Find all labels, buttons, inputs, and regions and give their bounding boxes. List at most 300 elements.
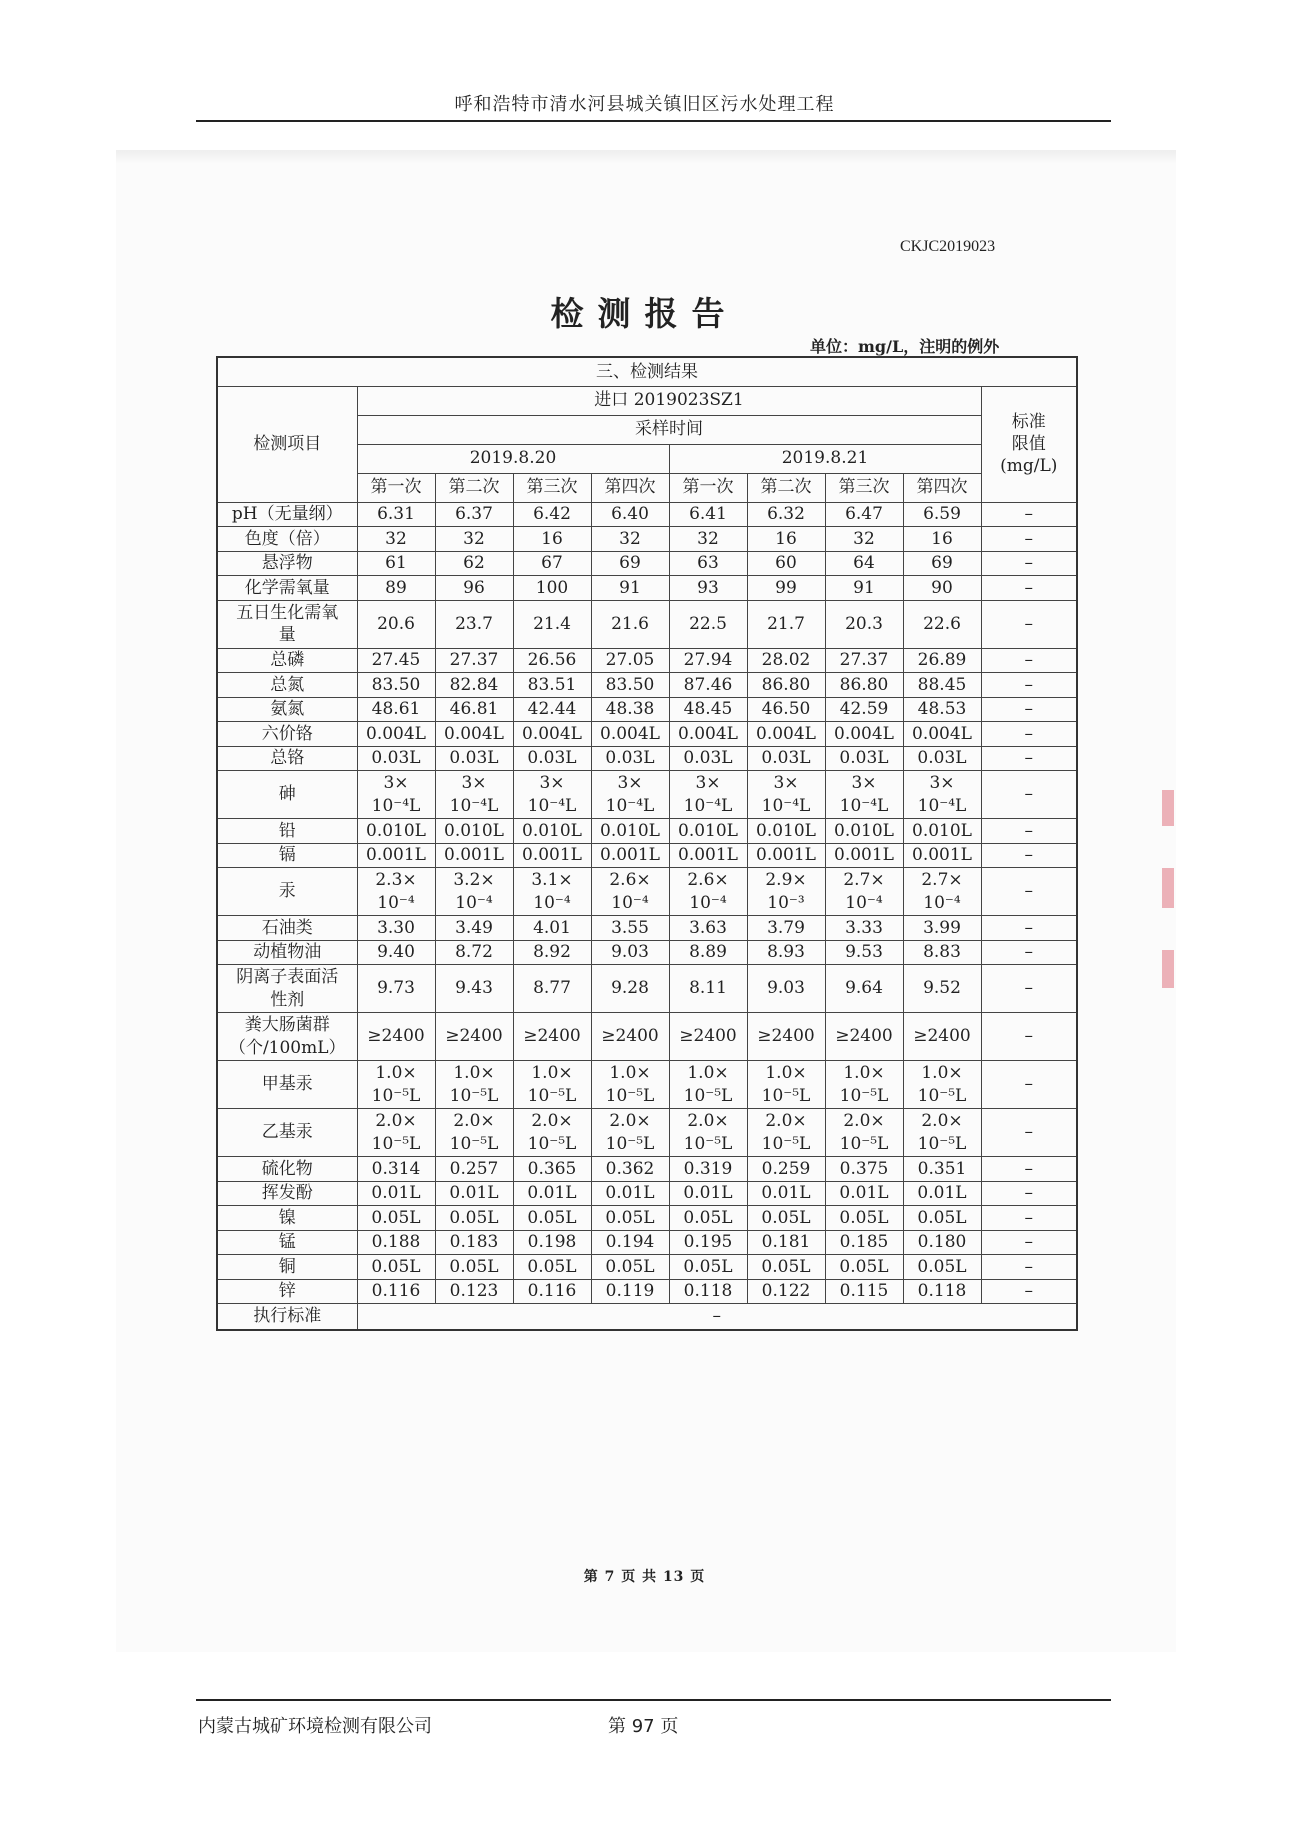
result-cell: ≥2400 (513, 1013, 591, 1061)
result-cell: 6.37 (435, 502, 513, 527)
result-cell: 2.7× 10⁻⁴ (825, 868, 903, 916)
result-cell: 9.28 (591, 965, 669, 1013)
result-cell: 48.61 (357, 697, 435, 722)
result-cell: 26.89 (903, 648, 981, 673)
result-cell: 0.05L (357, 1206, 435, 1231)
result-cell: 3× 10⁻⁴L (435, 771, 513, 819)
test-item: 悬浮物 (217, 551, 357, 576)
result-cell: 27.05 (591, 648, 669, 673)
test-item: 六价铬 (217, 722, 357, 747)
sample-point-row (217, 386, 1077, 415)
result-cell: ≥2400 (903, 1013, 981, 1061)
limit-cell: – (981, 1230, 1077, 1255)
test-item: 汞 (217, 868, 357, 916)
result-cell: 3.99 (903, 916, 981, 941)
test-item: 镉 (217, 843, 357, 868)
result-cell: 100 (513, 576, 591, 601)
result-cell: 48.38 (591, 697, 669, 722)
result-cell: 32 (435, 527, 513, 552)
table-row (217, 819, 1077, 844)
table-row (217, 673, 1077, 698)
unit-note: 单位：mg/L，注明的例外 (810, 337, 1000, 356)
limit-cell: – (981, 1061, 1077, 1109)
result-cell: 6.47 (825, 502, 903, 527)
result-cell: 0.05L (591, 1206, 669, 1231)
limit-cell: – (981, 576, 1077, 601)
result-cell: 0.123 (435, 1279, 513, 1304)
result-cell: 16 (513, 527, 591, 552)
result-cell: 28.02 (747, 648, 825, 673)
result-cell: 69 (903, 551, 981, 576)
result-cell: 8.93 (747, 940, 825, 965)
result-cell: 9.03 (591, 940, 669, 965)
result-cell: 0.118 (669, 1279, 747, 1304)
result-cell: 16 (747, 527, 825, 552)
result-cell: 0.362 (591, 1157, 669, 1182)
test-item: 总铬 (217, 746, 357, 771)
result-cell: 0.03L (903, 746, 981, 771)
result-cell: 69 (591, 551, 669, 576)
test-item: 粪大肠菌群 （个/100mL） (217, 1013, 357, 1061)
limit-cell: – (981, 965, 1077, 1013)
sample-point: 进口 2019023SZ1 (357, 386, 981, 415)
result-cell: 0.004L (591, 722, 669, 747)
result-cell: 0.001L (747, 843, 825, 868)
table-row (217, 697, 1077, 722)
result-cell: 83.50 (591, 673, 669, 698)
table-row (217, 843, 1077, 868)
result-cell: 48.53 (903, 697, 981, 722)
test-item: 乙基汞 (217, 1109, 357, 1157)
result-cell: 20.6 (357, 600, 435, 648)
table-row (217, 600, 1077, 648)
test-item: 五日生化需氧 量 (217, 600, 357, 648)
sampling-round: 第三次 (513, 473, 591, 502)
result-cell: 22.6 (903, 600, 981, 648)
test-item: 阴离子表面活 性剂 (217, 965, 357, 1013)
limit-cell: – (981, 1279, 1077, 1304)
result-cell: 21.6 (591, 600, 669, 648)
result-cell: 0.122 (747, 1279, 825, 1304)
test-item: 铅 (217, 819, 357, 844)
table-row (217, 868, 1077, 916)
result-cell: 0.004L (825, 722, 903, 747)
result-cell: 0.03L (357, 746, 435, 771)
test-item: 硫化物 (217, 1157, 357, 1182)
limit-cell: – (981, 648, 1077, 673)
result-cell: 0.01L (669, 1181, 747, 1206)
result-cell: 1.0× 10⁻⁵L (747, 1061, 825, 1109)
result-cell: 3× 10⁻⁴L (513, 771, 591, 819)
result-cell: 0.001L (435, 843, 513, 868)
result-cell: 0.05L (903, 1206, 981, 1231)
limit-cell: – (981, 1181, 1077, 1206)
table-row (217, 746, 1077, 771)
test-item: 总磷 (217, 648, 357, 673)
table-row (217, 1109, 1077, 1157)
result-cell: 3× 10⁻⁴L (903, 771, 981, 819)
result-cell: 2.0× 10⁻⁵L (591, 1109, 669, 1157)
result-cell: 0.03L (669, 746, 747, 771)
table-row (217, 502, 1077, 527)
result-cell: 2.0× 10⁻⁵L (747, 1109, 825, 1157)
limit-cell: – (981, 673, 1077, 698)
result-cell: 32 (669, 527, 747, 552)
result-cell: 0.001L (669, 843, 747, 868)
limit-cell: – (981, 916, 1077, 941)
limit-cell: – (981, 1255, 1077, 1280)
limit-cell: – (981, 722, 1077, 747)
result-cell: 42.59 (825, 697, 903, 722)
result-cell: 8.77 (513, 965, 591, 1013)
test-item: 砷 (217, 771, 357, 819)
result-cell: 2.0× 10⁻⁵L (357, 1109, 435, 1157)
sampling-round: 第二次 (747, 473, 825, 502)
result-cell: 83.51 (513, 673, 591, 698)
result-cell: 0.004L (747, 722, 825, 747)
table-row (217, 1279, 1077, 1304)
test-item: 甲基汞 (217, 1061, 357, 1109)
result-cell: 3× 10⁻⁴L (591, 771, 669, 819)
result-cell: 1.0× 10⁻⁵L (903, 1061, 981, 1109)
table-row (217, 722, 1077, 747)
document-header-title: 呼和浩特市清水河县城关镇旧区污水处理工程 (454, 94, 835, 115)
item-column-header: 检测项目 (217, 386, 357, 502)
limit-cell: – (981, 868, 1077, 916)
limit-cell: – (981, 600, 1077, 648)
result-cell: 26.56 (513, 648, 591, 673)
result-cell: 9.03 (747, 965, 825, 1013)
table-row (217, 916, 1077, 941)
result-cell: 0.010L (669, 819, 747, 844)
result-cell: 27.94 (669, 648, 747, 673)
result-cell: 91 (825, 576, 903, 601)
result-cell: 0.194 (591, 1230, 669, 1255)
report-number: CKJC2019023 (900, 238, 996, 255)
result-cell: 0.01L (435, 1181, 513, 1206)
result-cell: 0.351 (903, 1157, 981, 1182)
limit-column-header: 标准 限值 (mg/L) (981, 386, 1077, 502)
result-cell: 2.0× 10⁻⁵L (435, 1109, 513, 1157)
test-item: 化学需氧量 (217, 576, 357, 601)
result-cell: 0.259 (747, 1157, 825, 1182)
table-row (217, 1061, 1077, 1109)
result-cell: 96 (435, 576, 513, 601)
result-cell: 89 (357, 576, 435, 601)
result-cell: 8.89 (669, 940, 747, 965)
result-cell: 9.52 (903, 965, 981, 1013)
test-item: 镍 (217, 1206, 357, 1231)
test-item: pH（无量纲） (217, 502, 357, 527)
limit-cell: – (981, 697, 1077, 722)
result-cell: 0.116 (513, 1279, 591, 1304)
result-cell: 87.46 (669, 673, 747, 698)
sampling-round: 第一次 (669, 473, 747, 502)
result-cell: 0.319 (669, 1157, 747, 1182)
sampling-time-label: 采样时间 (357, 415, 981, 444)
result-cell: 0.004L (903, 722, 981, 747)
result-cell: 0.05L (747, 1206, 825, 1231)
test-item: 石油类 (217, 916, 357, 941)
result-cell: 0.188 (357, 1230, 435, 1255)
result-cell: 3× 10⁻⁴L (357, 771, 435, 819)
result-cell: 0.001L (903, 843, 981, 868)
seal-fragment (1162, 950, 1174, 988)
result-cell: 0.181 (747, 1230, 825, 1255)
result-cell: 9.64 (825, 965, 903, 1013)
report-page-info: 第 7 页 共 13 页 (583, 1569, 706, 1585)
result-cell: 32 (825, 527, 903, 552)
sampling-round: 第四次 (903, 473, 981, 502)
limit-cell: – (981, 1206, 1077, 1231)
result-cell: 91 (591, 576, 669, 601)
result-cell: 62 (435, 551, 513, 576)
result-cell: 3.1× 10⁻⁴ (513, 868, 591, 916)
table-row (217, 771, 1077, 819)
result-cell: 0.03L (747, 746, 825, 771)
result-cell: 82.84 (435, 673, 513, 698)
test-item: 氨氮 (217, 697, 357, 722)
result-cell: 22.5 (669, 600, 747, 648)
result-cell: 46.50 (747, 697, 825, 722)
result-cell: 8.11 (669, 965, 747, 1013)
result-cell: 93 (669, 576, 747, 601)
result-cell: 9.53 (825, 940, 903, 965)
result-cell: 4.01 (513, 916, 591, 941)
result-cell: 0.05L (825, 1255, 903, 1280)
result-cell: 3× 10⁻⁴L (669, 771, 747, 819)
result-cell: 2.9× 10⁻³ (747, 868, 825, 916)
standard-row (217, 1304, 1077, 1330)
result-cell: 0.180 (903, 1230, 981, 1255)
result-cell: 0.119 (591, 1279, 669, 1304)
limit-cell: – (981, 843, 1077, 868)
limit-cell: – (981, 502, 1077, 527)
result-cell: 0.118 (903, 1279, 981, 1304)
result-cell: 2.0× 10⁻⁵L (903, 1109, 981, 1157)
result-cell: 3.63 (669, 916, 747, 941)
result-cell: 9.40 (357, 940, 435, 965)
sampling-date: 2019.8.20 (357, 444, 669, 473)
result-cell: ≥2400 (591, 1013, 669, 1061)
result-cell: 88.45 (903, 673, 981, 698)
table-row (217, 576, 1077, 601)
result-cell: 27.45 (357, 648, 435, 673)
result-cell: 46.81 (435, 697, 513, 722)
result-cell: 0.010L (357, 819, 435, 844)
limit-cell: – (981, 771, 1077, 819)
footer-company: 内蒙古城矿环境检测有限公司 (198, 1716, 432, 1737)
result-cell: 9.73 (357, 965, 435, 1013)
header-divider (196, 120, 1111, 122)
result-cell: 8.83 (903, 940, 981, 965)
result-cell: 0.01L (825, 1181, 903, 1206)
result-cell: 16 (903, 527, 981, 552)
result-cell: 61 (357, 551, 435, 576)
result-cell: 0.05L (747, 1255, 825, 1280)
table-row (217, 1230, 1077, 1255)
table-row (217, 1255, 1077, 1280)
sampling-round: 第二次 (435, 473, 513, 502)
result-cell: 0.05L (435, 1255, 513, 1280)
table-row (217, 648, 1077, 673)
result-cell: 0.010L (903, 819, 981, 844)
result-cell: 0.05L (513, 1255, 591, 1280)
result-cell: 3× 10⁻⁴L (747, 771, 825, 819)
limit-cell: – (981, 1157, 1077, 1182)
result-cell: 0.03L (435, 746, 513, 771)
result-cell: 0.004L (513, 722, 591, 747)
result-cell: 0.375 (825, 1157, 903, 1182)
result-cell: 2.6× 10⁻⁴ (591, 868, 669, 916)
result-cell: 0.05L (357, 1255, 435, 1280)
result-cell: 0.001L (825, 843, 903, 868)
result-cell: 0.010L (513, 819, 591, 844)
result-cell: 0.004L (357, 722, 435, 747)
result-cell: 0.004L (435, 722, 513, 747)
seal-fragment (1162, 868, 1174, 908)
result-cell: 21.4 (513, 600, 591, 648)
result-cell: 0.05L (669, 1206, 747, 1231)
seal-fragment (1162, 790, 1174, 826)
result-cell: 2.0× 10⁻⁵L (513, 1109, 591, 1157)
result-cell: 0.01L (513, 1181, 591, 1206)
result-cell: ≥2400 (669, 1013, 747, 1061)
result-cell: 2.0× 10⁻⁵L (669, 1109, 747, 1157)
result-cell: 2.3× 10⁻⁴ (357, 868, 435, 916)
table-row (217, 1181, 1077, 1206)
standard-label: 执行标准 (217, 1304, 357, 1330)
result-cell: 86.80 (747, 673, 825, 698)
result-cell: 48.45 (669, 697, 747, 722)
result-cell: 0.010L (825, 819, 903, 844)
table-row (217, 527, 1077, 552)
result-cell: 0.198 (513, 1230, 591, 1255)
table-row (217, 965, 1077, 1013)
result-cell: 3.33 (825, 916, 903, 941)
result-cell: 6.59 (903, 502, 981, 527)
table-row (217, 1206, 1077, 1231)
result-cell: 86.80 (825, 673, 903, 698)
result-cell: 0.183 (435, 1230, 513, 1255)
report-title: 检测报告 (550, 294, 739, 333)
result-cell: 83.50 (357, 673, 435, 698)
result-cell: 0.001L (357, 843, 435, 868)
result-cell: 0.010L (747, 819, 825, 844)
result-cell: 0.001L (591, 843, 669, 868)
result-cell: 90 (903, 576, 981, 601)
results-table (216, 356, 1078, 1331)
limit-cell: – (981, 940, 1077, 965)
result-cell: 0.05L (435, 1206, 513, 1231)
result-cell: 8.92 (513, 940, 591, 965)
result-cell: 0.314 (357, 1157, 435, 1182)
result-cell: 1.0× 10⁻⁵L (825, 1061, 903, 1109)
result-cell: 2.0× 10⁻⁵L (825, 1109, 903, 1157)
table-row (217, 551, 1077, 576)
result-cell: 9.43 (435, 965, 513, 1013)
result-cell: 0.185 (825, 1230, 903, 1255)
result-cell: 3× 10⁻⁴L (825, 771, 903, 819)
limit-cell: – (981, 551, 1077, 576)
test-item: 挥发酚 (217, 1181, 357, 1206)
table-row (217, 940, 1077, 965)
sampling-date: 2019.8.21 (669, 444, 981, 473)
test-item: 铜 (217, 1255, 357, 1280)
result-cell: 1.0× 10⁻⁵L (357, 1061, 435, 1109)
result-cell: 20.3 (825, 600, 903, 648)
result-cell: ≥2400 (747, 1013, 825, 1061)
footer-page-number: 第 97 页 (608, 1716, 679, 1737)
result-cell: 42.44 (513, 697, 591, 722)
result-cell: 0.03L (591, 746, 669, 771)
result-cell: 23.7 (435, 600, 513, 648)
sampling-round: 第一次 (357, 473, 435, 502)
result-cell: 0.004L (669, 722, 747, 747)
result-cell: 0.010L (435, 819, 513, 844)
result-cell: 0.010L (591, 819, 669, 844)
result-cell: 64 (825, 551, 903, 576)
result-cell: 0.03L (513, 746, 591, 771)
result-cell: 0.01L (591, 1181, 669, 1206)
sampling-round: 第四次 (591, 473, 669, 502)
result-cell: 3.2× 10⁻⁴ (435, 868, 513, 916)
result-cell: 60 (747, 551, 825, 576)
result-cell: 0.05L (669, 1255, 747, 1280)
test-item: 动植物油 (217, 940, 357, 965)
result-cell: 6.42 (513, 502, 591, 527)
test-item: 锰 (217, 1230, 357, 1255)
result-cell: 0.01L (903, 1181, 981, 1206)
table-row (217, 1013, 1077, 1061)
result-cell: ≥2400 (435, 1013, 513, 1061)
result-cell: 27.37 (825, 648, 903, 673)
result-cell: 6.41 (669, 502, 747, 527)
result-cell: 6.32 (747, 502, 825, 527)
result-cell: 0.195 (669, 1230, 747, 1255)
result-cell: 2.7× 10⁻⁴ (903, 868, 981, 916)
standard-value: – (357, 1304, 1077, 1330)
result-cell: 3.55 (591, 916, 669, 941)
footer-divider (196, 1699, 1111, 1701)
result-cell: 0.01L (747, 1181, 825, 1206)
result-cell: 6.31 (357, 502, 435, 527)
result-cell: 63 (669, 551, 747, 576)
result-cell: 0.05L (591, 1255, 669, 1280)
result-cell: 1.0× 10⁻⁵L (591, 1061, 669, 1109)
result-cell: 0.05L (903, 1255, 981, 1280)
scan-edge-shadow (116, 150, 1176, 164)
result-cell: 99 (747, 576, 825, 601)
result-cell: 21.7 (747, 600, 825, 648)
limit-cell: – (981, 1109, 1077, 1157)
result-cell: 0.05L (825, 1206, 903, 1231)
result-cell: 0.01L (357, 1181, 435, 1206)
test-item: 色度（倍） (217, 527, 357, 552)
result-cell: 8.72 (435, 940, 513, 965)
result-cell: ≥2400 (357, 1013, 435, 1061)
result-cell: 0.365 (513, 1157, 591, 1182)
result-cell: 0.001L (513, 843, 591, 868)
limit-cell: – (981, 1013, 1077, 1061)
sampling-round: 第三次 (825, 473, 903, 502)
result-cell: 3.79 (747, 916, 825, 941)
result-cell: 0.03L (825, 746, 903, 771)
result-cell: 2.6× 10⁻⁴ (669, 868, 747, 916)
test-item: 锌 (217, 1279, 357, 1304)
result-cell: 32 (591, 527, 669, 552)
result-cell: 27.37 (435, 648, 513, 673)
